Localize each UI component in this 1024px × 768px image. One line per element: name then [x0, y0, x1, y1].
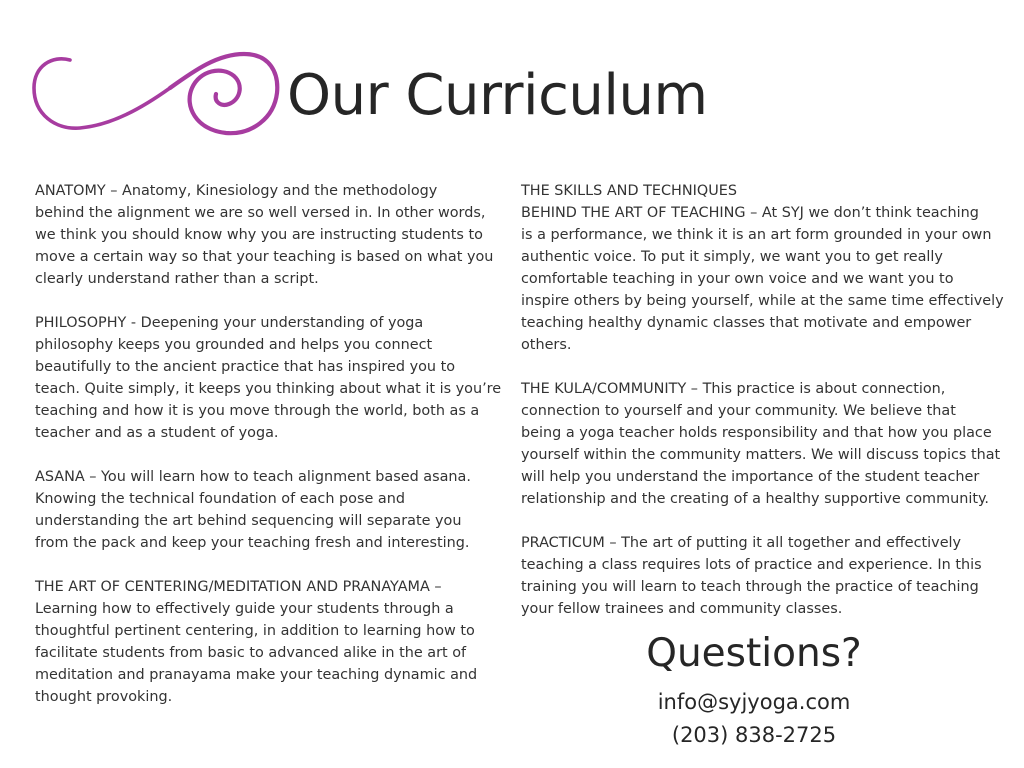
skills-techniques-paragraph [521, 180, 1011, 356]
paragraph-line: PHILOSOPHY - Deepening your understanding of yoga [35, 315, 424, 331]
paragraph-line: will help you understand the importance of the student teacher [521, 469, 980, 485]
paragraph-line: teaching and how it is you move through the world, both as a [35, 403, 480, 419]
contact-phone: (203) 838-2725 [671, 723, 837, 747]
paragraph-line: being a yoga teacher holds responsibility and that how you place [521, 425, 992, 441]
paragraph-line: is a performance, we think it is an art form grounded in your own [521, 227, 992, 243]
paragraph-line: comfortable teaching in your own voice and we want you to [521, 271, 954, 287]
paragraph-line: thoughtful pertinent centering, in addition to learning how to [35, 623, 475, 639]
paragraph-line: thought provoking. [35, 689, 173, 705]
paragraph-line: connection to yourself and your community. We believe that [521, 403, 956, 419]
paragraph-line: Knowing the technical foundation of each pose and [35, 491, 405, 507]
paragraph-line: facilitate students from basic to advanced alike in the art of [35, 645, 467, 661]
paragraph-line: meditation and pranayama make your teaching dynamic and [35, 667, 478, 683]
paragraph-line: inspire others by being yourself, while at the same time effectively [521, 293, 1004, 309]
paragraph-line: from the pack and keep your teaching fresh and interesting. [35, 535, 470, 551]
questions-heading: Questions? [646, 631, 862, 676]
paragraph-line: teach. Quite simply, it keeps you thinking about what it is you’re [35, 381, 502, 397]
paragraph-line: others. [521, 337, 572, 353]
practicum-paragraph [521, 532, 1011, 620]
paragraph-line: we think you should know why you are instructing students to [35, 227, 483, 243]
paragraph-line: THE SKILLS AND TECHNIQUES [521, 183, 737, 199]
paragraph-line: your fellow trainees and community classes. [521, 601, 843, 617]
centering-meditation-paragraph [35, 576, 505, 708]
paragraph-line: PRACTICUM – The art of putting it all together and effectively [521, 535, 962, 551]
contact-email-link[interactable]: info@syjyoga.com [657, 690, 851, 714]
paragraph-line: Learning how to effectively guide your students through a [35, 601, 454, 617]
kula-community-paragraph [521, 378, 1011, 510]
paragraph-line: THE KULA/COMMUNITY – This practice is about connection, [521, 381, 946, 397]
paragraph-line: ANATOMY – Anatomy, Kinesiology and the methodology [35, 183, 438, 199]
paragraph-line: teacher and as a student of yoga. [35, 425, 279, 441]
left-column [35, 180, 505, 730]
paragraph-line: understanding the art behind sequencing will separate you [35, 513, 462, 529]
paragraph-line: teaching a class requires lots of practice and experience. In this [521, 557, 982, 573]
paragraph-line: clearly understand rather than a script. [35, 271, 319, 287]
paragraph-line: teaching healthy dynamic classes that motivate and empower [521, 315, 972, 331]
paragraph-line: THE ART OF CENTERING/MEDITATION AND PRANAYAMA – [35, 579, 442, 595]
contact-block [521, 628, 987, 752]
asana-paragraph [35, 466, 505, 554]
paragraph-line: beautifully to the ancient practice that has inspired you to [35, 359, 456, 375]
paragraph-line: authentic voice. To put it simply, we want you to get really [521, 249, 943, 265]
page-title: Our Curriculum [287, 63, 708, 128]
paragraph-line: relationship and the creating of a healthy supportive community. [521, 491, 990, 507]
right-column [521, 180, 1011, 642]
paragraph-line: training you will learn to teach through the practice of teaching [521, 579, 979, 595]
purple-swirl-logo-icon [30, 48, 282, 140]
paragraph-line: yourself within the community matters. We will discuss topics that [521, 447, 1001, 463]
paragraph-line: move a certain way so that your teaching is based on what you [35, 249, 494, 265]
paragraph-line: philosophy keeps you grounded and helps you connect [35, 337, 433, 353]
philosophy-paragraph [35, 312, 505, 444]
paragraph-line: behind the alignment we are so well versed in. In other words, [35, 205, 486, 221]
paragraph-line: BEHIND THE ART OF TEACHING – At SYJ we don’t think teaching [521, 205, 979, 221]
paragraph-line: ASANA – You will learn how to teach alignment based asana. [35, 469, 471, 485]
anatomy-paragraph [35, 180, 505, 290]
